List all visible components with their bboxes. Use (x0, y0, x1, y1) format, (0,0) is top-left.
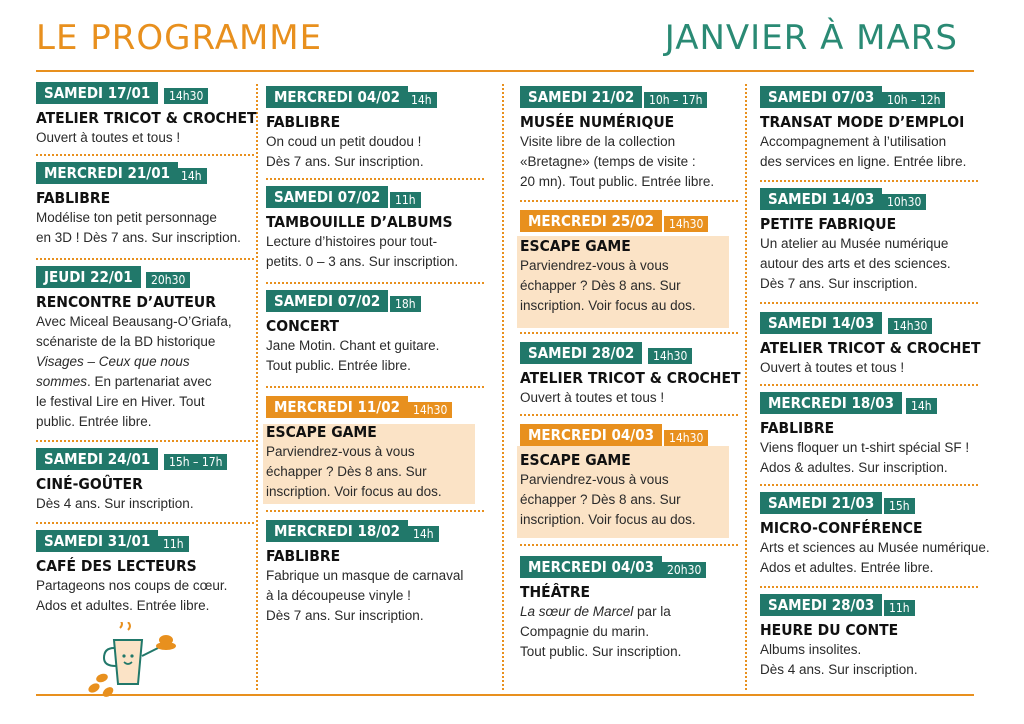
event-separator (760, 302, 978, 304)
column-divider (745, 84, 747, 690)
event-desc: Parviendrez-vous à vous (520, 472, 669, 487)
event-date: SAMEDI 07/03 (760, 86, 882, 108)
event-separator (520, 200, 738, 202)
event-desc: Ados & adultes. Sur inscription. (760, 460, 948, 475)
event-desc: Parviendrez-vous à vous (520, 258, 669, 273)
event-desc: en 3D ! Dès 7 ans. Sur inscription. (36, 230, 241, 245)
event-desc: Dès 4 ans. Sur inscription. (36, 496, 194, 511)
event-title: ATELIER TRICOT & CROCHET (36, 109, 257, 127)
event-date: SAMEDI 07/02 (266, 186, 388, 208)
event (520, 86, 738, 192)
event-date: SAMEDI 21/02 (520, 86, 642, 108)
event (266, 86, 484, 172)
event-date: SAMEDI 17/01 (36, 82, 158, 104)
event (760, 86, 978, 172)
event-title: CAFÉ DES LECTEURS (36, 557, 197, 575)
event-time: 14h30 (664, 430, 708, 446)
event-desc: Compagnie du marin. (520, 624, 650, 639)
event-separator (760, 586, 978, 588)
event-desc: «Bretagne» (temps de visite : (520, 154, 696, 169)
event-desc: Ouvert à toutes et tous ! (520, 390, 665, 405)
event-desc: Ouvert à toutes et tous ! (36, 130, 181, 145)
event-title: CINÉ-GOÛTER (36, 475, 143, 493)
event-desc: inscription. Voir focus au dos. (520, 298, 696, 313)
event (760, 594, 978, 680)
event-separator (266, 178, 484, 180)
event-title: MUSÉE NUMÉRIQUE (520, 113, 675, 131)
event-time: 10h30 (882, 194, 926, 210)
event-desc: petits. 0 – 3 ans. Sur inscription. (266, 254, 459, 269)
event (760, 188, 978, 294)
event-desc: 20 mn). Tout public. Entrée libre. (520, 174, 715, 189)
event-separator (266, 510, 484, 512)
event-date: SAMEDI 07/02 (266, 290, 388, 312)
event-desc: Ouvert à toutes et tous ! (760, 360, 905, 375)
event-title: MICRO-CONFÉRENCE (760, 519, 923, 537)
event-desc: échapper ? Dès 8 ans. Sur (520, 492, 681, 507)
event-desc: Albums insolites. (760, 642, 862, 657)
event-date: SAMEDI 14/03 (760, 312, 882, 334)
event-desc: Lecture d’histoires pour tout- (266, 234, 438, 249)
event-title: THÉÂTRE (520, 583, 591, 601)
event-date: MERCREDI 04/03 (520, 424, 662, 446)
event (36, 530, 254, 616)
column-divider (256, 84, 258, 690)
event-desc: Jane Motin. Chant et guitare. (266, 338, 440, 353)
event-date: SAMEDI 24/01 (36, 448, 158, 470)
event-separator (36, 440, 254, 442)
event-desc: La sœur de Marcel par la (520, 604, 671, 619)
event-desc: public. Entrée libre. (36, 414, 152, 429)
coffee-mug-icon (80, 622, 190, 698)
event (36, 82, 257, 148)
event-desc: Dès 7 ans. Sur inscription. (266, 154, 424, 169)
event-separator (760, 484, 978, 486)
event-title: RENCONTRE D’AUTEUR (36, 293, 216, 311)
event-desc: Avec Miceal Beausang-O’Griafa, (36, 314, 232, 329)
event (520, 556, 738, 662)
event-separator (36, 258, 254, 260)
event-desc: Dès 4 ans. Sur inscription. (760, 662, 918, 677)
event-desc: Accompagnement à l’utilisation (760, 134, 947, 149)
event-separator (520, 332, 738, 334)
event-date: SAMEDI 21/03 (760, 492, 882, 514)
event-title: ATELIER TRICOT & CROCHET (760, 339, 981, 357)
event-time: 20h30 (662, 562, 706, 578)
event-date: SAMEDI 28/02 (520, 342, 642, 364)
event-date: MERCREDI 18/02 (266, 520, 408, 542)
event-title: FABLIBRE (266, 113, 341, 131)
event-time: 10h – 17h (644, 92, 707, 108)
event-time: 14h (408, 526, 439, 542)
event-time: 14h (906, 398, 937, 414)
event-desc: Tout public. Sur inscription. (520, 644, 682, 659)
event-title: FABLIBRE (266, 547, 341, 565)
column-divider (502, 84, 504, 690)
event (760, 312, 981, 378)
event-desc: Dès 7 ans. Sur inscription. (760, 276, 918, 291)
event-desc: Arts et sciences au Musée numérique. (760, 540, 990, 555)
event-desc: des services en ligne. Entrée libre. (760, 154, 967, 169)
event-separator (520, 414, 738, 416)
event (36, 448, 254, 514)
event-title: CONCERT (266, 317, 340, 335)
event-date: MERCREDI 25/02 (520, 210, 662, 232)
event (520, 210, 738, 316)
event-date: JEUDI 22/01 (36, 266, 141, 288)
event-desc: sommes. En partenariat avec (36, 374, 212, 389)
event-desc: échapper ? Dès 8 ans. Sur (266, 464, 427, 479)
event (266, 520, 484, 626)
event (760, 392, 978, 478)
event-time: 18h (390, 296, 421, 312)
event-desc: Modélise ton petit personnage (36, 210, 217, 225)
event-separator (266, 386, 484, 388)
event-time: 11h (158, 536, 189, 552)
event-title: TRANSAT MODE D’EMPLOI (760, 113, 965, 131)
event-desc: Partageons nos coups de cœur. (36, 578, 228, 593)
event-time: 15h – 17h (164, 454, 227, 470)
event-title: TAMBOUILLE D’ALBUMS (266, 213, 453, 231)
event-time: 14h30 (648, 348, 692, 364)
event-time: 11h (884, 600, 915, 616)
event-desc: Dès 7 ans. Sur inscription. (266, 608, 424, 623)
event-desc: scénariste de la BD historique (36, 334, 216, 349)
event-desc: à la découpeuse vinyle ! (266, 588, 411, 603)
event-desc: Viens floquer un t-shirt spécial SF ! (760, 440, 970, 455)
event-date: SAMEDI 14/03 (760, 188, 882, 210)
event-date: MERCREDI 21/01 (36, 162, 178, 184)
event (520, 342, 741, 408)
event-title: FABLIBRE (760, 419, 835, 437)
event (266, 396, 484, 502)
event (760, 492, 990, 578)
event (266, 290, 484, 376)
event-time: 14h (176, 168, 207, 184)
event-separator (36, 154, 254, 156)
event-time: 15h (884, 498, 915, 514)
event-time: 10h – 12h (882, 92, 945, 108)
event-title: HEURE DU CONTE (760, 621, 899, 639)
event-desc: le festival Lire en Hiver. Tout (36, 394, 205, 409)
event-time: 14h30 (164, 88, 208, 104)
event-separator (520, 544, 738, 546)
event-desc: échapper ? Dès 8 ans. Sur (520, 278, 681, 293)
event-title: FABLIBRE (36, 189, 111, 207)
event-desc: Visages – Ceux que nous (36, 354, 190, 369)
event-desc: Tout public. Entrée libre. (266, 358, 411, 373)
event-desc: Parviendrez-vous à vous (266, 444, 415, 459)
event-title: PETITE FABRIQUE (760, 215, 897, 233)
event-time: 11h (390, 192, 421, 208)
event-date: MERCREDI 04/02 (266, 86, 408, 108)
event (520, 424, 738, 530)
event-desc: Fabrique un masque de carnaval (266, 568, 464, 583)
event (36, 266, 254, 432)
event-date: SAMEDI 28/03 (760, 594, 882, 616)
event-desc: Visite libre de la collection (520, 134, 676, 149)
event-desc: autour des arts et des sciences. (760, 256, 951, 271)
event-separator (760, 180, 978, 182)
event-title: ESCAPE GAME (520, 237, 631, 255)
page-title: LE PROGRAMME (36, 18, 323, 58)
period-title: JANVIER À MARS (664, 18, 958, 58)
event-desc: Ados et adultes. Entrée libre. (760, 560, 934, 575)
event-desc: Ados et adultes. Entrée libre. (36, 598, 210, 613)
event-time: 20h30 (146, 272, 190, 288)
top-divider (36, 70, 974, 72)
event-separator (36, 522, 254, 524)
event-time: 14h (406, 92, 437, 108)
event-desc: On coud un petit doudou ! (266, 134, 422, 149)
event-desc: Un atelier au Musée numérique (760, 236, 949, 251)
event-title: ESCAPE GAME (520, 451, 631, 469)
event-date: MERCREDI 18/03 (760, 392, 902, 414)
event-time: 14h30 (408, 402, 452, 418)
event-desc: inscription. Voir focus au dos. (266, 484, 442, 499)
event-separator (760, 384, 978, 386)
event-time: 14h30 (664, 216, 708, 232)
event-date: SAMEDI 31/01 (36, 530, 158, 552)
event-time: 14h30 (888, 318, 932, 334)
event-separator (266, 282, 484, 284)
event-date: MERCREDI 11/02 (266, 396, 408, 418)
event-date: MERCREDI 04/03 (520, 556, 662, 578)
event (36, 162, 254, 248)
event-desc: inscription. Voir focus au dos. (520, 512, 696, 527)
event-title: ATELIER TRICOT & CROCHET (520, 369, 741, 387)
event (266, 186, 484, 272)
event-title: ESCAPE GAME (266, 423, 377, 441)
